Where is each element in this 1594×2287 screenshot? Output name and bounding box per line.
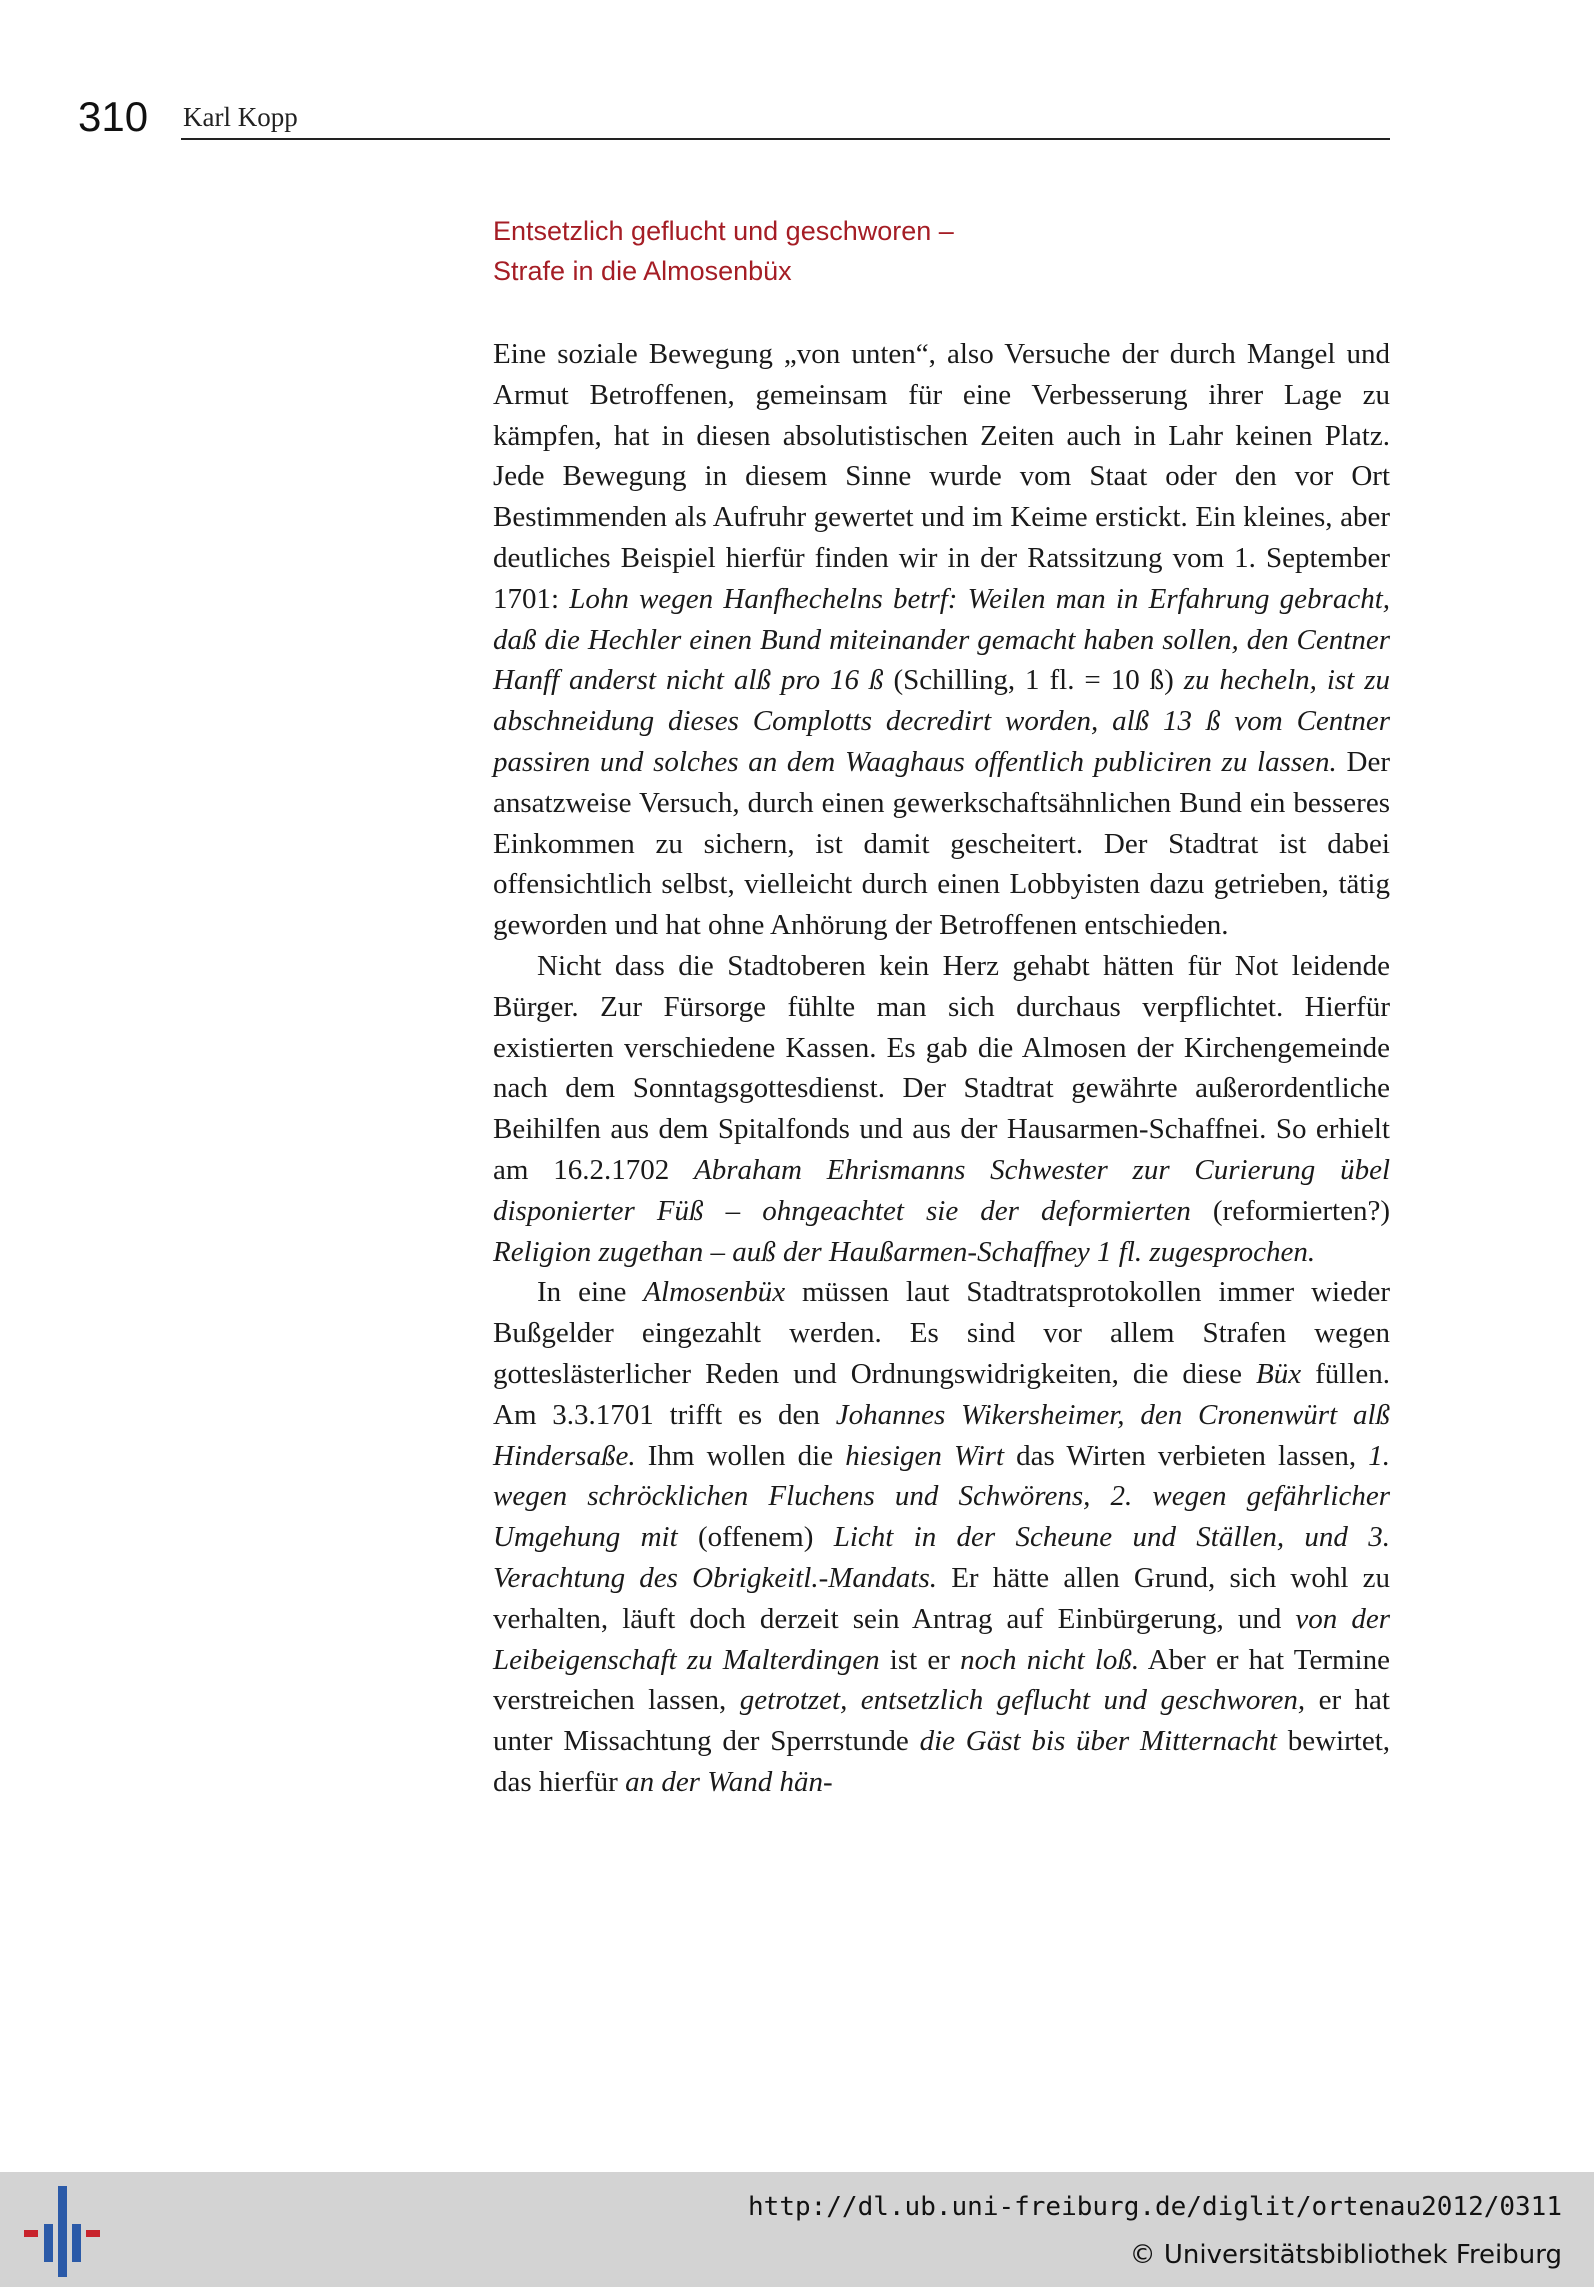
text-run: müssen laut Stadtratsprotokollen immer wieder Bußgelder eingezahlt werden. Es sind vor allem Strafen wegen gotteslästerlicher Reden und Ordnungswidrigkeiten, die diese: [493, 1276, 1390, 1390]
text-run: (reformierten?): [1190, 1194, 1391, 1227]
text-run: füllen. Am 3.3.1701 trifft es den: [493, 1357, 1390, 1431]
italic-quote: zu hecheln, ist zu abschneidung dieses Complotts decredirt worden, alß 13 ß vom Centner passiren und solches an dem Waaghaus offentlich publiciren zu lassen.: [493, 664, 1390, 778]
section-heading: [493, 211, 1393, 291]
text-run: Aber er hat Termine verstreichen lassen,: [493, 1643, 1390, 1717]
text-run: er hat unter Missachtung der Sperrstunde: [493, 1684, 1390, 1758]
page-number: 310: [78, 93, 149, 140]
text-run: In eine: [537, 1276, 644, 1309]
italic-quote: die Gäst bis über Mitternacht: [919, 1725, 1277, 1758]
italic-quote: Religion zugethan – auß der Haußarmen-Schaffney 1 fl. zugesprochen.: [493, 1235, 1316, 1268]
italic-quote: hiesigen Wirt: [845, 1439, 1004, 1472]
italic-quote: von der Leibeigenschaft zu Malterdingen: [493, 1602, 1390, 1676]
text-run: Ihm wollen die: [635, 1439, 846, 1472]
text-run: Der ansatzweise Versuch, durch einen gewerkschaftsähnlichen Bund ein besseres Einkommen zu sichern, ist damit gescheitert. Der Stadtrat ist dabei offensichtlich selbst, vielleicht durch einen Lobbyisten dazu getrieben, tätig geworden und hat ohne Anhörung der Betroffenen entschieden.: [493, 745, 1390, 942]
italic-quote: 1. wegen schröcklichen Fluchens und Schwörens, 2. wegen gefährlicher Umgehung mit: [493, 1439, 1390, 1554]
text-run: das Wirten verbieten lassen,: [1004, 1439, 1369, 1472]
italic-quote: Johannes Wikersheimer, den Cronenwürt alß Hindersaße.: [493, 1398, 1390, 1472]
italic-quote: Büx: [1255, 1357, 1302, 1390]
paragraph-1: [493, 334, 1390, 946]
ub-freiburg-logo-icon: [22, 2184, 102, 2279]
section-heading-line-1: Entsetzlich geflucht und geschworen –: [493, 216, 954, 246]
text-run: ist er: [879, 1643, 961, 1676]
header-rule: [181, 138, 1390, 140]
paragraph-2: [493, 946, 1390, 1272]
text-run: (Schilling, 1 fl. = 10 ß): [883, 664, 1184, 697]
text-run: Er hätte allen Grund, sich wohl zu verhalten, läuft doch derzeit sein Antrag auf Einbürgerung, und: [493, 1561, 1390, 1635]
italic-quote: Licht in der Scheune und Ställen, und 3. Verachtung des Obrigkeitl.-Mandats.: [493, 1521, 1390, 1594]
paragraph-3: [493, 1272, 1390, 1802]
italic-quote: Abraham Ehrismanns Schwester zur Curierung übel disponierter Füß – ohngeachtet sie der deformierten: [493, 1153, 1390, 1227]
footer-bar: [0, 2172, 1594, 2287]
text-run: (offenem): [677, 1521, 834, 1554]
italic-quote: Lohn wegen Hanfhechelns betrf: Weilen man in Erfahrung gebracht, daß die Hechler einen Bund miteinander gemacht haben sollen, den Centner Hanff anderst nicht alß pro 16 ß: [493, 582, 1390, 697]
italic-quote: Almosenbüx: [643, 1276, 786, 1309]
italic-quote: getrotzet, entsetzlich geflucht und geschworen,: [739, 1684, 1306, 1717]
text-run: bewirtet, das hierfür: [493, 1725, 1391, 1798]
italic-quote: an der Wand hän-: [625, 1765, 833, 1798]
italic-quote: noch nicht loß.: [960, 1643, 1140, 1676]
text-run: Eine soziale Bewegung „von unten“, also Versuche der durch Mangel und Armut Betroffenen, gemeinsam für eine Verbesserung ihrer Lage zu kämpfen, hat in diesen absolutistischen Zeiten auch in Lahr keinen Platz. Jede Bewegung in diesem Sinne wurde vom Staat oder den vor Ort Bestimmenden als Aufruhr gewertet und im Keime erstickt. Ein kleines, aber deutliches Beispiel hierfür finden wir in der Ratssitzung vom 1. September 1701:: [493, 338, 1390, 615]
body-text: [493, 334, 1390, 1803]
footer-copyright: © Universitätsbibliothek Freiburg: [1129, 2240, 1562, 2270]
footer-url-link[interactable]: http://dl.ub.uni-freiburg.de/diglit/ortenau2012/0311: [748, 2192, 1562, 2222]
section-heading-line-2: Strafe in die Almosenbüx: [493, 256, 792, 286]
running-head-author: Karl Kopp: [183, 102, 298, 132]
text-run: Nicht dass die Stadtoberen kein Herz gehabt hätten für Not leidende Bürger. Zur Fürsorge fühlte man sich durchaus verpflichtet. Hierfür existierten verschiedene Kassen. Es gab die Almosen der Kirchengemeinde nach dem Sonntagsgottesdienst. Der Stadtrat gewährte außerordentliche Beihilfen aus dem Spitalfonds und aus der Hausarmen-Schaffnei. So erhielt am 16.2.1702: [493, 949, 1390, 1186]
